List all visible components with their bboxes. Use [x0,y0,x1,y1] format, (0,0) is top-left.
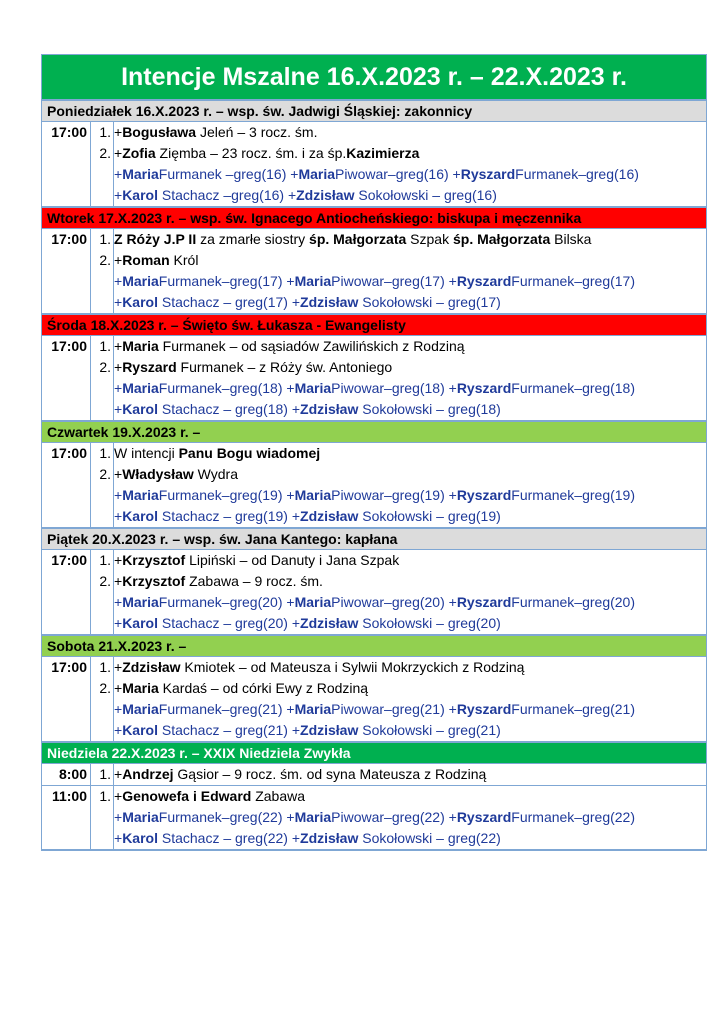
mass-row [42,764,706,786]
text-run: Piwowar–greg(22) + [331,809,457,825]
intention-text [113,699,706,720]
intention-line [91,292,706,313]
intention-text [113,250,706,271]
day-header: Czwartek 19.X.2023 r. – [42,421,706,443]
text-run: Furmanek–greg(17) [511,273,636,289]
text-run: Sokołowski – greg(21) [358,722,501,738]
name-bold: Kazimierza [346,145,420,161]
text-run: Stachacz – greg(18) + [157,401,301,417]
text-run: Furmanek–greg(22) + [158,809,295,825]
name-bold: Zdzisław [296,187,355,203]
text-run: W intencji [114,445,179,461]
intention-number [91,292,113,313]
text-run: Stachacz –greg(16) + [157,187,297,203]
name-bold: Zdzisław [300,615,359,631]
text-run: + [114,252,123,268]
intention-text [113,571,706,592]
name-bold: Karol [122,615,158,631]
mass-row [42,550,706,635]
intention-line [91,786,706,807]
intention-line [91,485,706,506]
mass-row [42,443,706,528]
text-run: + [114,615,123,631]
text-run: Furmanek –greg(16) + [158,166,299,182]
text-run: + [114,359,123,375]
name-bold: Maria [122,338,159,354]
text-run: Furmanek–greg(21) + [158,701,295,717]
text-run: Wydra [193,466,238,482]
name-bold: Zdzisław [122,659,181,675]
text-run: Szpak [406,231,453,247]
text-run: Zabawa – 9 rocz. śm. [185,573,323,589]
name-bold: Zdzisław [300,294,359,310]
intention-text [113,592,706,613]
text-run: + [114,552,123,568]
intention-text [113,807,706,828]
name-bold: Karol [122,722,158,738]
name-bold: Maria [122,809,159,825]
text-run: + [114,145,123,161]
mass-intentions [91,229,706,313]
text-run: Bilska [550,231,592,247]
text-run: Sokołowski – greg(16) [354,187,497,203]
intention-line [91,271,706,292]
text-run: + [114,294,123,310]
name-bold: Zdzisław [300,722,359,738]
intention-line [91,250,706,271]
name-bold: Zdzisław [300,830,359,846]
text-run: Furmanek – od sąsiadów Zawilińskich z Rodziną [158,338,465,354]
intention-number: 2. [99,252,111,268]
text-run: Stachacz – greg(19) + [157,508,301,524]
day-header: Sobota 21.X.2023 r. – [42,635,706,657]
intention-line [91,229,706,250]
mass-intentions [91,550,706,634]
day-header: Wtorek 17.X.2023 r. – wsp. św. Ignacego Antiocheńskiego: biskupa i męczennika [42,207,706,229]
day-header: Środa 18.X.2023 r. – Święto św. Łukasza - Ewangelisty [42,314,706,336]
text-run: Sokołowski – greg(18) [358,401,501,417]
text-run: Furmanek–greg(18) [511,380,636,396]
text-run: Lipiński – od Danuty i Jana Szpak [185,552,400,568]
intention-line [91,185,706,206]
name-bold: Maria [294,594,332,610]
text-run: Stachacz – greg(22) + [157,830,301,846]
intention-line [91,657,706,678]
text-run: Sokołowski – greg(22) [358,830,501,846]
intention-line [91,807,706,828]
name-bold: Zdzisław [300,401,359,417]
intention-text [113,764,706,785]
name-bold: Andrzej [122,766,174,782]
intention-line [91,720,706,741]
name-bold: Maria [122,594,159,610]
intention-number [91,807,113,828]
text-run: Zięmba – 23 rocz. śm. i za śp. [155,145,347,161]
intention-number: 1. [99,338,111,354]
intention-text [113,122,706,143]
mass-row [42,229,706,314]
text-run: Furmanek–greg(19) + [158,487,295,503]
intention-line [91,336,706,357]
text-run: + [114,187,123,203]
name-bold: Z Róży J.P II [114,231,197,247]
intention-number [91,399,113,420]
intention-text [113,720,706,741]
mass-intentions [91,336,706,420]
text-run: + [114,659,123,675]
intention-line [91,571,706,592]
intention-text [113,657,706,678]
name-bold: Panu Bogu wiadomej [178,445,321,461]
name-bold: Maria [122,701,159,717]
mass-intentions [91,764,706,785]
text-run: Piwowar–greg(16) + [335,166,461,182]
text-run: Kardaś – od córki Ewy z Rodziną [158,680,369,696]
intention-number: 2. [99,145,111,161]
intention-text [113,786,706,807]
intention-text [113,506,706,527]
intention-line [91,764,706,785]
name-bold: Karol [122,294,158,310]
text-run: Sokołowski – greg(17) [358,294,501,310]
intention-number [91,699,113,720]
mass-time: 8:00 [42,764,91,785]
intention-line [91,464,706,485]
mass-row [42,657,706,742]
intention-number: 1. [99,445,111,461]
intention-number: 2. [99,359,111,375]
day-header: Niedziela 22.X.2023 r. – XXIX Niedziela Zwykła [42,742,706,764]
text-run: Król [169,252,199,268]
mass-row [42,786,706,850]
name-bold: Ryszard [122,359,177,375]
name-bold: Maria [294,701,332,717]
text-run: + [114,809,123,825]
text-run: Sokołowski – greg(19) [358,508,501,524]
intention-number [91,592,113,613]
name-bold: Ryszard [456,594,512,610]
text-run: Piwowar–greg(19) + [331,487,457,503]
text-run: + [114,466,123,482]
text-run: Piwowar–greg(17) + [331,273,457,289]
mass-intentions [91,122,706,206]
day-header: Poniedziałek 16.X.2023 r. – wsp. św. Jadwigi Śląskiej: zakonnicy [42,100,706,122]
name-bold: Ryszard [456,701,512,717]
name-bold: Maria [294,809,332,825]
mass-row [42,336,706,421]
name-bold: Krzysztof [122,573,186,589]
intention-text [113,443,706,464]
text-run: Stachacz – greg(21) + [157,722,301,738]
intention-number: 2. [99,680,111,696]
intention-text [113,485,706,506]
text-run: Piwowar–greg(21) + [331,701,457,717]
name-bold: Bogusława [122,124,197,140]
text-run: Kmiotek – od Mateusza i Sylwii Mokrzyckich z Rodziną [180,659,525,675]
name-bold: Maria [298,166,336,182]
text-run: Gąsior – 9 rocz. śm. od syna Mateusza z Rodziną [173,766,487,782]
intention-number [91,828,113,849]
text-run: Furmanek–greg(20) + [158,594,295,610]
name-bold: Zofia [122,145,156,161]
text-run: Jeleń – 3 rocz. śm. [196,124,318,140]
intention-line [91,613,706,634]
intention-text [113,550,706,571]
name-bold: Krzysztof [122,552,186,568]
text-run: Furmanek–greg(20) [511,594,636,610]
name-bold: Maria [294,380,332,396]
intention-text [113,143,706,164]
name-bold: śp. Małgorzata [452,231,551,247]
intention-text [113,292,706,313]
intention-number: 1. [99,231,111,247]
intention-text [113,378,706,399]
text-run: + [114,701,123,717]
text-run: Furmanek–greg(21) [511,701,636,717]
mass-time: 17:00 [42,122,91,206]
intention-number [91,164,113,185]
name-bold: Ryszard [456,273,512,289]
text-run: + [114,788,123,804]
intention-number: 1. [99,766,111,782]
days-container [42,100,706,850]
text-run: + [114,124,123,140]
text-run: Furmanek–greg(18) + [158,380,295,396]
intention-number: 2. [99,466,111,482]
intention-text [113,678,706,699]
text-run: Furmanek–greg(22) [511,809,636,825]
name-bold: Maria [294,273,332,289]
name-bold: Ryszard [456,487,512,503]
name-bold: Karol [122,830,158,846]
intention-line [91,678,706,699]
intention-number [91,378,113,399]
name-bold: Maria [122,273,159,289]
text-run: + [114,722,123,738]
mass-intentions [91,657,706,741]
mass-intentions [91,786,706,849]
intention-line [91,378,706,399]
intention-line [91,592,706,613]
text-run: + [114,338,123,354]
intention-text [113,613,706,634]
text-run: Zabawa [251,788,306,804]
mass-intentions [91,443,706,527]
intention-number: 2. [99,573,111,589]
intention-number: 1. [99,124,111,140]
mass-time: 17:00 [42,550,91,634]
text-run: Stachacz – greg(17) + [157,294,301,310]
intention-number [91,185,113,206]
name-bold: Zdzisław [300,508,359,524]
name-bold: Ryszard [456,809,512,825]
text-run: Piwowar–greg(18) + [331,380,457,396]
intention-number [91,271,113,292]
page-title: Intencje Mszalne 16.X.2023 r. – 22.X.2023 r. [42,55,706,100]
text-run: Sokołowski – greg(20) [358,615,501,631]
mass-time: 17:00 [42,336,91,420]
intention-line [91,399,706,420]
mass-time: 11:00 [42,786,91,849]
intention-text [113,399,706,420]
text-run: + [114,766,123,782]
day-header: Piątek 20.X.2023 r. – wsp. św. Jana Kantego: kapłana [42,528,706,550]
intention-text [113,336,706,357]
text-run: za zmarłe siostry [196,231,310,247]
intention-number: 1. [99,659,111,675]
intention-text [113,185,706,206]
text-run: Furmanek – z Róży św. Antoniego [176,359,393,375]
intention-number [91,506,113,527]
mass-row [42,122,706,207]
name-bold: Karol [122,187,158,203]
text-run: Furmanek–greg(17) + [158,273,295,289]
intention-line [91,443,706,464]
name-bold: Ryszard [460,166,516,182]
name-bold: Roman [122,252,170,268]
text-run: + [114,273,123,289]
text-run: Stachacz – greg(20) + [157,615,301,631]
name-bold: Ryszard [456,380,512,396]
name-bold: Maria [122,680,159,696]
name-bold: Władysław [122,466,194,482]
intention-line [91,122,706,143]
intentions-sheet [41,54,707,851]
name-bold: Maria [294,487,332,503]
name-bold: Maria [122,166,159,182]
intention-text [113,271,706,292]
text-run: + [114,487,123,503]
text-run: + [114,680,123,696]
intention-line [91,143,706,164]
intention-text [113,229,706,250]
intention-text [113,464,706,485]
intention-number [91,720,113,741]
intention-line [91,506,706,527]
text-run: + [114,573,123,589]
intention-text [113,828,706,849]
name-bold: Maria [122,380,159,396]
name-bold: śp. Małgorzata [309,231,407,247]
text-run: + [114,401,123,417]
intention-text [113,357,706,378]
intention-line [91,699,706,720]
text-run: Furmanek–greg(16) [515,166,639,182]
intention-number: 1. [99,788,111,804]
intention-number [91,613,113,634]
intention-line [91,357,706,378]
text-run: + [114,594,123,610]
intention-line [91,550,706,571]
text-run: + [114,380,123,396]
text-run: + [114,508,123,524]
intention-number [91,485,113,506]
name-bold: Genowefa i Edward [122,788,252,804]
text-run: + [114,166,123,182]
intention-line [91,828,706,849]
name-bold: Karol [122,508,158,524]
mass-time: 17:00 [42,657,91,741]
text-run: + [114,830,123,846]
mass-time: 17:00 [42,443,91,527]
text-run: Piwowar–greg(20) + [331,594,457,610]
intention-number: 1. [99,552,111,568]
name-bold: Karol [122,401,158,417]
intention-text [113,164,706,185]
intention-line [91,164,706,185]
name-bold: Maria [122,487,159,503]
mass-time: 17:00 [42,229,91,313]
text-run: Furmanek–greg(19) [511,487,636,503]
